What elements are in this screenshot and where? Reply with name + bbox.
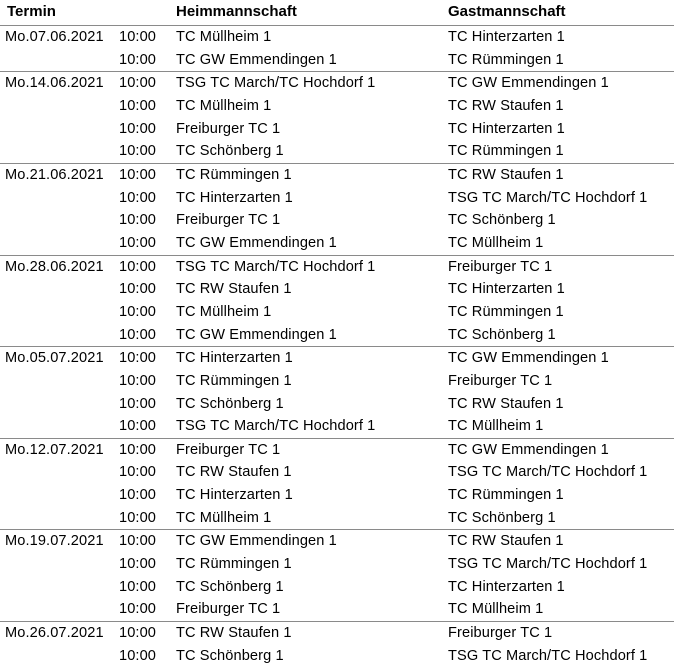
home-team: TC Müllheim 1 [176,509,272,526]
away-team: TC RW Staufen 1 [448,97,564,114]
table-row [0,301,674,324]
table-row [0,393,674,416]
table-row [0,118,674,141]
table-row [0,484,674,507]
home-team: TC GW Emmendingen 1 [176,51,337,68]
match-time: 10:00 [119,647,157,664]
away-team: TC Hinterzarten 1 [448,578,565,595]
match-date: Mo.19.07.2021 [5,533,104,550]
home-team: TC Schönberg 1 [176,578,284,595]
match-time: 10:00 [119,75,157,92]
home-team: TC Müllheim 1 [176,97,272,114]
away-team: TC Hinterzarten 1 [448,29,565,45]
away-team: TC GW Emmendingen 1 [448,350,609,367]
match-time: 10:00 [119,326,157,343]
match-time: 10:00 [119,350,157,367]
match-day-group [0,163,674,255]
match-day-group [0,255,674,347]
away-team: Freiburger TC 1 [448,372,553,389]
home-team: Freiburger TC 1 [176,441,281,458]
table-row [0,530,674,553]
table-row [0,26,674,49]
away-team: Freiburger TC 1 [448,258,553,275]
table-row [0,232,674,255]
match-time: 10:00 [119,533,157,550]
home-team: TC Rümmingen 1 [176,166,292,183]
table-row [0,256,674,279]
home-team: Freiburger TC 1 [176,601,281,618]
table-row [0,72,674,95]
away-team: TSG TC March/TC Hochdorf 1 [448,464,648,481]
match-day-group [0,621,674,667]
away-team: TC Rümmingen 1 [448,51,564,68]
home-team: TC Hinterzarten 1 [176,487,293,504]
home-team: TC RW Staufen 1 [176,625,292,642]
match-time: 10:00 [119,258,157,275]
home-team: TC GW Emmendingen 1 [176,533,337,550]
home-team: TSG TC March/TC Hochdorf 1 [176,418,376,435]
match-day-group [0,346,674,438]
match-day-group [0,529,674,621]
match-time: 10:00 [119,234,157,251]
match-time: 10:00 [119,578,157,595]
table-header [0,0,674,25]
home-team: TC GW Emmendingen 1 [176,326,337,343]
match-time: 10:00 [119,625,157,642]
table-row [0,278,674,301]
home-team: TSG TC March/TC Hochdorf 1 [176,258,376,275]
table-row [0,324,674,347]
away-team: TSG TC March/TC Hochdorf 1 [448,556,648,573]
home-team: Freiburger TC 1 [176,120,281,137]
home-team: TC RW Staufen 1 [176,281,292,298]
match-time: 10:00 [119,372,157,389]
home-team: TC Müllheim 1 [176,29,272,45]
away-team: TSG TC March/TC Hochdorf 1 [448,189,648,206]
match-time: 10:00 [119,303,157,320]
header-termin: Termin [7,3,56,20]
match-time: 10:00 [119,601,157,618]
match-date: Mo.26.07.2021 [5,625,104,642]
home-team: TC Müllheim 1 [176,303,272,320]
table-row [0,645,674,667]
match-time: 10:00 [119,395,157,412]
match-time: 10:00 [119,556,157,573]
home-team: TC GW Emmendingen 1 [176,234,337,251]
table-row [0,49,674,72]
table-row [0,598,674,621]
match-date: Mo.21.06.2021 [5,166,104,183]
match-date: Mo.07.06.2021 [5,29,104,45]
table-row [0,140,674,163]
match-date: Mo.28.06.2021 [5,258,104,275]
header-home-team: Heimmannschaft [176,3,297,20]
home-team: TC Schönberg 1 [176,647,284,664]
table-row [0,347,674,370]
match-day-group [0,438,674,530]
away-team: TC RW Staufen 1 [448,166,564,183]
home-team: Freiburger TC 1 [176,212,281,229]
match-day-group [0,25,674,71]
table-row [0,622,674,645]
match-time: 10:00 [119,29,157,45]
match-time: 10:00 [119,166,157,183]
table-row [0,164,674,187]
home-team: TC RW Staufen 1 [176,464,292,481]
table-row [0,439,674,462]
header-away-team: Gastmannschaft [448,3,566,20]
home-team: TC Rümmingen 1 [176,372,292,389]
away-team: TC Rümmingen 1 [448,487,564,504]
match-time: 10:00 [119,189,157,206]
away-team: TC Rümmingen 1 [448,303,564,320]
match-time: 10:00 [119,212,157,229]
home-team: TC Rümmingen 1 [176,556,292,573]
home-team: TSG TC March/TC Hochdorf 1 [176,75,376,92]
away-team: TC Müllheim 1 [448,418,544,435]
match-time: 10:00 [119,143,157,160]
away-team: TC Müllheim 1 [448,601,544,618]
match-time: 10:00 [119,464,157,481]
away-team: Freiburger TC 1 [448,625,553,642]
away-team: TC Hinterzarten 1 [448,281,565,298]
match-time: 10:00 [119,487,157,504]
away-team: TC Hinterzarten 1 [448,120,565,137]
away-team: TC Rümmingen 1 [448,143,564,160]
match-time: 10:00 [119,97,157,114]
away-team: TC GW Emmendingen 1 [448,441,609,458]
match-date: Mo.14.06.2021 [5,75,104,92]
table-row [0,461,674,484]
home-team: TC Schönberg 1 [176,395,284,412]
rounds-container [0,25,674,667]
match-time: 10:00 [119,441,157,458]
away-team: TC RW Staufen 1 [448,533,564,550]
match-time: 10:00 [119,120,157,137]
table-row [0,95,674,118]
match-time: 10:00 [119,509,157,526]
match-time: 10:00 [119,51,157,68]
table-row [0,576,674,599]
home-team: TC Hinterzarten 1 [176,350,293,367]
home-team: TC Schönberg 1 [176,143,284,160]
away-team: TC Müllheim 1 [448,234,544,251]
away-team: TC Schönberg 1 [448,509,556,526]
match-date: Mo.12.07.2021 [5,441,104,458]
match-time: 10:00 [119,281,157,298]
away-team: TC GW Emmendingen 1 [448,75,609,92]
away-team: TC RW Staufen 1 [448,395,564,412]
match-day-group [0,71,674,163]
match-date: Mo.05.07.2021 [5,350,104,367]
away-team: TC Schönberg 1 [448,326,556,343]
table-row [0,209,674,232]
away-team: TSG TC March/TC Hochdorf 1 [448,647,648,664]
home-team: TC Hinterzarten 1 [176,189,293,206]
table-row [0,553,674,576]
table-row [0,415,674,438]
table-row [0,187,674,210]
away-team: TC Schönberg 1 [448,212,556,229]
table-row [0,370,674,393]
match-time: 10:00 [119,418,157,435]
table-row [0,507,674,530]
